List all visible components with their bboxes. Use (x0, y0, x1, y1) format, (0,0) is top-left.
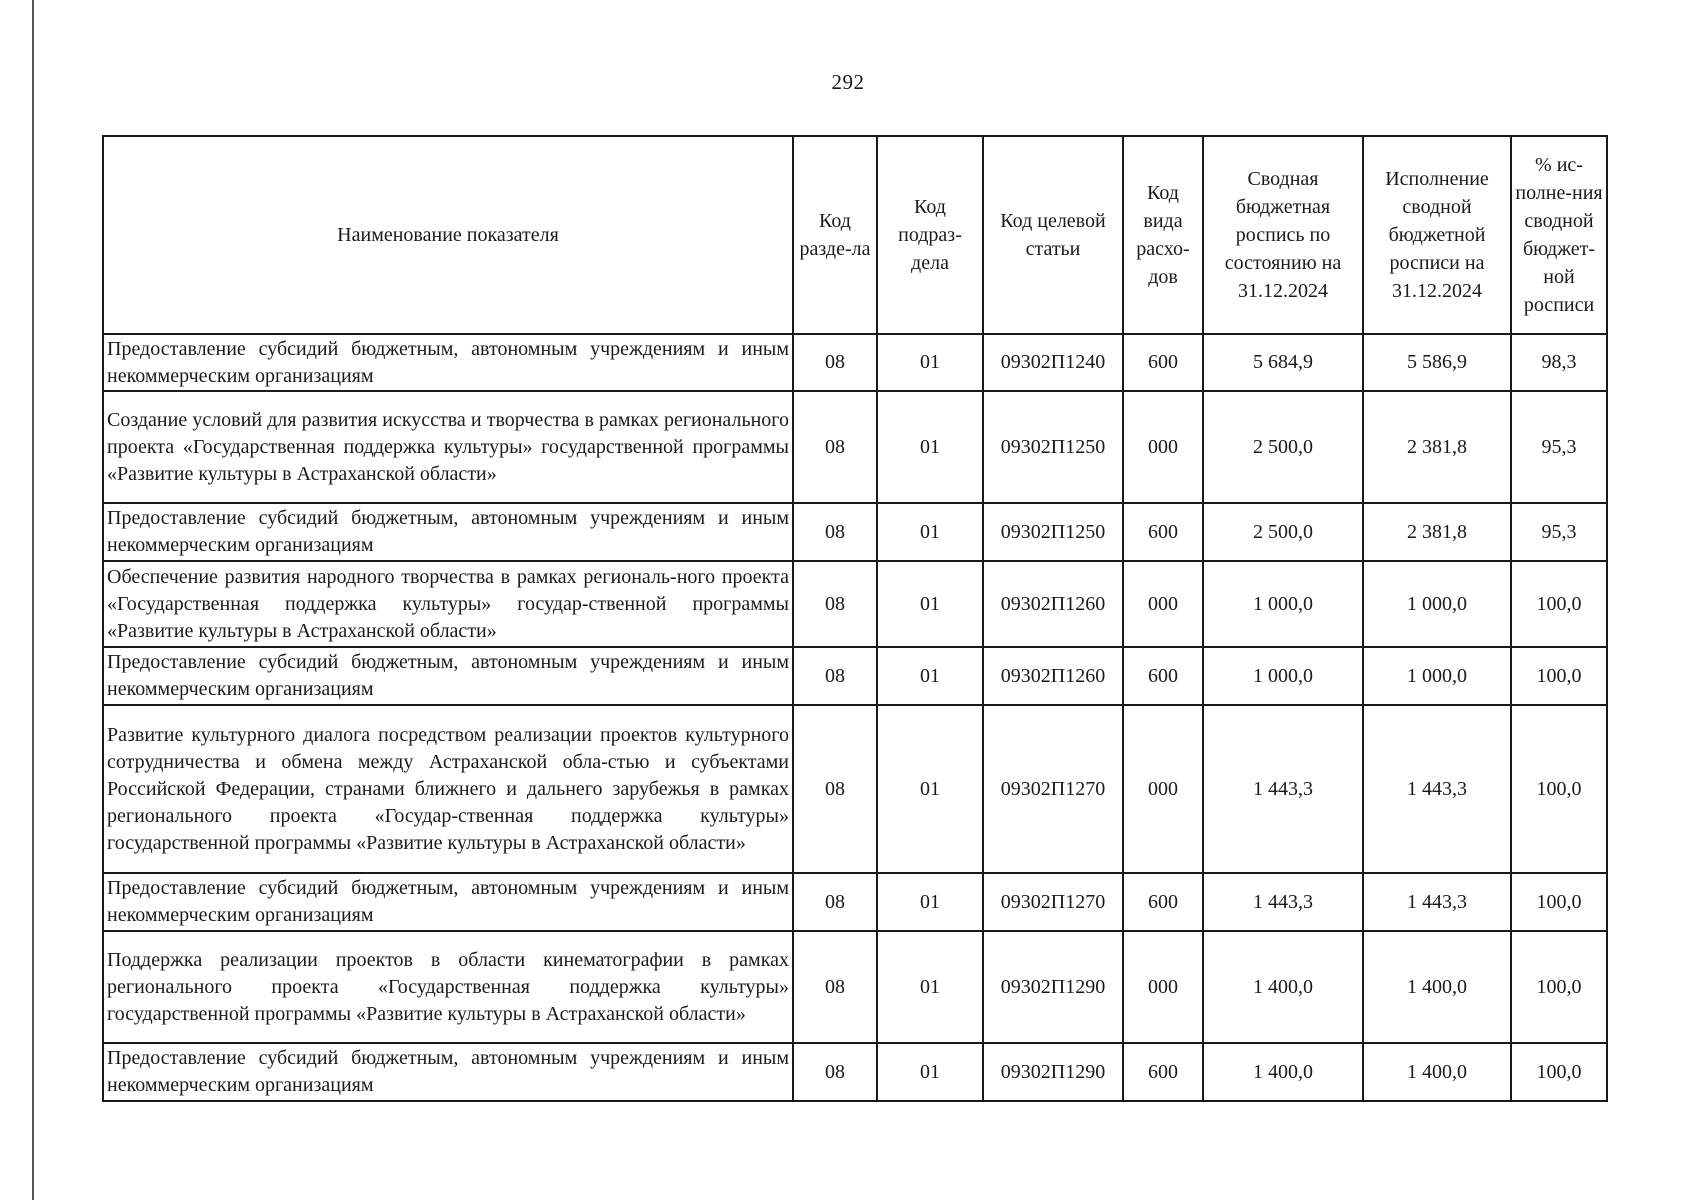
row-subsection: 01 (877, 931, 983, 1043)
table-row (103, 561, 1607, 647)
row-execution: 5 586,9 (1363, 334, 1511, 391)
header-expense-type: Код вида расхо-дов (1123, 136, 1203, 334)
row-expense-type: 000 (1123, 561, 1203, 647)
table-row (103, 647, 1607, 705)
row-target: 09302П1290 (983, 931, 1123, 1043)
binding-line (32, 0, 34, 1200)
row-plan: 2 500,0 (1203, 391, 1363, 503)
table-row (103, 1043, 1607, 1101)
row-target: 09302П1250 (983, 391, 1123, 503)
row-percent: 100,0 (1511, 1043, 1607, 1101)
row-expense-type: 000 (1123, 391, 1203, 503)
row-percent: 100,0 (1511, 705, 1607, 873)
row-execution: 1 400,0 (1363, 1043, 1511, 1101)
row-target: 09302П1260 (983, 647, 1123, 705)
table-row (103, 873, 1607, 931)
row-percent: 98,3 (1511, 334, 1607, 391)
row-plan: 1 443,3 (1203, 705, 1363, 873)
row-percent: 95,3 (1511, 503, 1607, 561)
row-expense-type: 600 (1123, 334, 1203, 391)
row-name: Развитие культурного диалога посредством реализации проектов культурного сотрудничества и обмена между Астраханской обла-стью и субъектами Российской Федерации, странами ближнего и дальнего зарубежья в рамках регионального проекта «Государ-ственная поддержка культуры» государственной программы «Развитие культуры в Астраханской области» (103, 705, 793, 873)
header-name: Наименование показателя (103, 136, 793, 334)
row-target: 09302П1290 (983, 1043, 1123, 1101)
row-target: 09302П1270 (983, 705, 1123, 873)
table-row (103, 931, 1607, 1043)
row-subsection: 01 (877, 873, 983, 931)
row-section: 08 (793, 931, 877, 1043)
row-subsection: 01 (877, 1043, 983, 1101)
table-row (103, 503, 1607, 561)
row-expense-type: 000 (1123, 705, 1203, 873)
row-target: 09302П1260 (983, 561, 1123, 647)
row-section: 08 (793, 334, 877, 391)
row-plan: 1 400,0 (1203, 931, 1363, 1043)
header-execution: Исполнение сводной бюджетной росписи на 31.12.2024 (1363, 136, 1511, 334)
row-execution: 1 400,0 (1363, 931, 1511, 1043)
header-row (103, 136, 1607, 334)
row-percent: 95,3 (1511, 391, 1607, 503)
row-plan: 2 500,0 (1203, 503, 1363, 561)
row-execution: 1 443,3 (1363, 705, 1511, 873)
row-plan: 1 000,0 (1203, 647, 1363, 705)
row-name: Создание условий для развития искусства и творчества в рамках регионального проекта «Государственная поддержка культуры» государственной программы «Развитие культуры в Астраханской области» (103, 391, 793, 503)
row-subsection: 01 (877, 705, 983, 873)
row-plan: 5 684,9 (1203, 334, 1363, 391)
row-name: Поддержка реализации проектов в области кинематографии в рамках регионального проекта «Государственная поддержка культуры» государственной программы «Развитие культуры в Астраханской области» (103, 931, 793, 1043)
row-section: 08 (793, 705, 877, 873)
row-execution: 2 381,8 (1363, 391, 1511, 503)
row-subsection: 01 (877, 391, 983, 503)
row-percent: 100,0 (1511, 647, 1607, 705)
table-row (103, 391, 1607, 503)
row-expense-type: 600 (1123, 1043, 1203, 1101)
row-name: Предоставление субсидий бюджетным, автономным учреждениям и иным некоммерческим организациям (103, 503, 793, 561)
row-name: Предоставление субсидий бюджетным, автономным учреждениям и иным некоммерческим организациям (103, 647, 793, 705)
row-percent: 100,0 (1511, 931, 1607, 1043)
row-expense-type: 000 (1123, 931, 1203, 1043)
row-name: Предоставление субсидий бюджетным, автономным учреждениям и иным некоммерческим организациям (103, 334, 793, 391)
row-execution: 2 381,8 (1363, 503, 1511, 561)
row-plan: 1 000,0 (1203, 561, 1363, 647)
header-subsection: Код подраз-дела (877, 136, 983, 334)
row-expense-type: 600 (1123, 647, 1203, 705)
header-section: Код разде-ла (793, 136, 877, 334)
row-percent: 100,0 (1511, 561, 1607, 647)
row-plan: 1 443,3 (1203, 873, 1363, 931)
row-name: Предоставление субсидий бюджетным, автономным учреждениям и иным некоммерческим организациям (103, 873, 793, 931)
table-row (103, 334, 1607, 391)
row-expense-type: 600 (1123, 503, 1203, 561)
budget-table (102, 135, 1608, 1102)
row-target: 09302П1270 (983, 873, 1123, 931)
row-section: 08 (793, 561, 877, 647)
row-section: 08 (793, 503, 877, 561)
row-target: 09302П1250 (983, 503, 1123, 561)
row-section: 08 (793, 1043, 877, 1101)
header-target: Код целевой статьи (983, 136, 1123, 334)
row-subsection: 01 (877, 334, 983, 391)
row-percent: 100,0 (1511, 873, 1607, 931)
row-name: Обеспечение развития народного творчества в рамках региональ-ного проекта «Государственная поддержка культуры» государ-ственной программы «Развитие культуры в Астраханской области» (103, 561, 793, 647)
row-execution: 1 000,0 (1363, 647, 1511, 705)
header-percent: % ис-полне-ния сводной бюджет-ной росписи (1511, 136, 1607, 334)
row-section: 08 (793, 873, 877, 931)
table-row (103, 705, 1607, 873)
row-plan: 1 400,0 (1203, 1043, 1363, 1101)
row-execution: 1 000,0 (1363, 561, 1511, 647)
row-subsection: 01 (877, 647, 983, 705)
row-subsection: 01 (877, 503, 983, 561)
row-subsection: 01 (877, 561, 983, 647)
row-execution: 1 443,3 (1363, 873, 1511, 931)
row-expense-type: 600 (1123, 873, 1203, 931)
row-section: 08 (793, 391, 877, 503)
header-plan: Сводная бюджетная роспись по состоянию на 31.12.2024 (1203, 136, 1363, 334)
row-section: 08 (793, 647, 877, 705)
page-number: 292 (831, 70, 865, 94)
row-name: Предоставление субсидий бюджетным, автономным учреждениям и иным некоммерческим организациям (103, 1043, 793, 1101)
row-target: 09302П1240 (983, 334, 1123, 391)
